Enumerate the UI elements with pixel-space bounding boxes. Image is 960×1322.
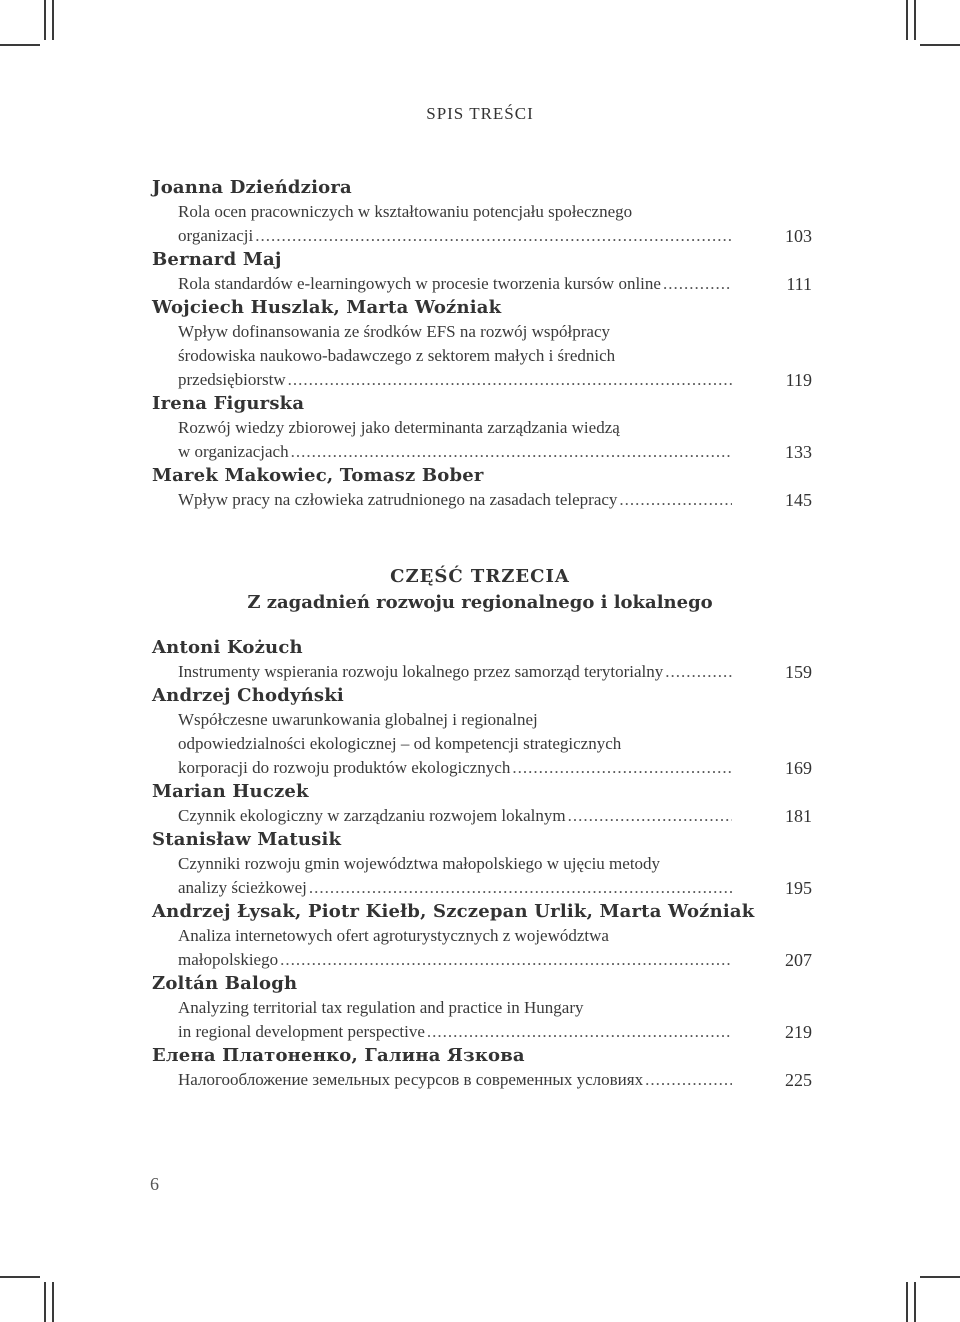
dot-leader <box>663 272 732 296</box>
toc-entry-title-line: przedsiębiorstw <box>178 370 286 389</box>
toc-entry-title-line: odpowiedzialności ekologicznej – od kompetencji strategicznych <box>178 734 622 753</box>
toc-entry-title-line: Rola standardów e-learningowych w procesie tworzenia kursów online <box>178 274 661 293</box>
toc-entry-title-line: organizacji <box>178 226 254 245</box>
toc-entry-page-number: 169 <box>785 758 812 778</box>
crop-mark-bottom-right <box>906 1282 908 1322</box>
toc-entry-title <box>178 416 812 464</box>
toc-entry-title-line: Rola ocen pracowniczych w kształtowaniu potencjału społecznego <box>178 202 633 221</box>
page-title: SPIS TREŚCI <box>426 104 534 123</box>
dot-leader <box>665 660 732 684</box>
crop-mark-top-right <box>920 44 960 46</box>
toc-entry-title <box>178 320 812 392</box>
toc-entry-title <box>178 1068 812 1092</box>
toc-entry-page-number: 181 <box>785 806 812 826</box>
dot-leader <box>512 756 732 780</box>
toc-entry-author: Stanisław Matusik <box>152 829 342 850</box>
toc-entry-title <box>178 924 812 972</box>
crop-mark-top-left <box>44 0 46 40</box>
toc-entry-title <box>178 852 812 900</box>
toc-entry-page-number: 133 <box>785 442 812 462</box>
toc-entry <box>152 828 812 900</box>
crop-mark-top-left <box>0 44 40 46</box>
toc-entry-author: Andrzej Chodyński <box>152 685 344 706</box>
toc-entry-page-number: 207 <box>785 950 812 970</box>
toc-entry <box>152 392 812 464</box>
toc-entry <box>152 248 812 296</box>
toc-entry-page-number: 219 <box>785 1022 812 1042</box>
dot-leader <box>568 804 732 828</box>
toc-entry-title-line: Налогообложение земельных ресурсов в современных условиях <box>178 1070 644 1089</box>
toc-entry-title-line: Czynniki rozwoju gmin województwa małopolskiego w ujęciu metody <box>178 854 661 873</box>
toc-entry-page-number: 111 <box>786 274 812 294</box>
dot-leader <box>291 440 732 464</box>
part-heading: CZĘŚĆ TRZECIA <box>390 566 570 587</box>
toc-entry-title-line: Analyzing territorial tax regulation and practice in Hungary <box>178 998 584 1017</box>
toc-entry <box>152 780 812 828</box>
toc-entry-title-line: in regional development perspective <box>178 1022 425 1041</box>
toc-entry-title-line: analizy ścieżkowej <box>178 878 307 897</box>
toc-entry-author: Antoni Kożuch <box>152 637 303 658</box>
toc-entry-page-number: 195 <box>785 878 812 898</box>
toc-entry <box>152 636 812 684</box>
toc-entry-author: Joanna Dzieńdziora <box>152 177 352 198</box>
part-subtitle: Z zagadnień rozwoju regionalnego i lokalnego <box>247 592 713 613</box>
toc-entry <box>152 972 812 1044</box>
toc-entry-page-number: 225 <box>785 1070 812 1090</box>
toc-entry-title-line: Wpływ pracy na człowieka zatrudnionego na zasadach telepracy <box>178 490 618 509</box>
toc-entry <box>152 900 812 972</box>
toc-list-part-two <box>152 176 812 512</box>
toc-entry <box>152 296 812 392</box>
crop-mark-bottom-left <box>0 1276 40 1278</box>
toc-entry-title <box>178 200 812 248</box>
page-number: 6 <box>150 1174 159 1194</box>
toc-entry-author: Andrzej Łysak, Piotr Kiełb, Szczepan Urlik, Marta Woźniak <box>152 901 755 922</box>
crop-mark-top-left <box>52 0 54 40</box>
toc-entry-title <box>178 708 812 780</box>
toc-entry-author: Елена Платоненко, Галина Язкова <box>152 1045 525 1066</box>
toc-entry-author: Marek Makowiec, Tomasz Bober <box>152 465 484 486</box>
crop-mark-top-right <box>914 0 916 40</box>
toc-entry-title <box>178 804 812 828</box>
toc-entry-title-line: Wpływ dofinansowania ze środków EFS na rozwój współpracy <box>178 322 610 341</box>
toc-entry-title-line: Instrumenty wspierania rozwoju lokalnego przez samorząd terytorialny <box>178 662 664 681</box>
dot-leader <box>309 876 732 900</box>
toc-entry-title-line: Rozwój wiedzy zbiorowej jako determinanta zarządzania wiedzą <box>178 418 620 437</box>
crop-mark-bottom-right <box>920 1276 960 1278</box>
toc-entry-title-line: małopolskiego <box>178 950 279 969</box>
toc-entry-page-number: 159 <box>785 662 812 682</box>
toc-entry-page-number: 119 <box>785 370 812 390</box>
toc-entry-author: Irena Figurska <box>152 393 305 414</box>
toc-list-part-three <box>152 636 812 1092</box>
toc-entry-page-number: 145 <box>785 490 812 510</box>
toc-entry <box>152 1044 812 1092</box>
dot-leader <box>645 1068 732 1092</box>
crop-mark-bottom-right <box>914 1282 916 1322</box>
toc-entry-title-line: Analiza internetowych ofert agroturystycznych z województwa <box>178 926 609 945</box>
dot-leader <box>288 368 732 392</box>
dot-leader <box>280 948 732 972</box>
dot-leader <box>619 488 732 512</box>
toc-entry-title <box>178 272 812 296</box>
toc-entry-title-line: korporacji do rozwoju produktów ekologicznych <box>178 758 511 777</box>
crop-mark-top-right <box>906 0 908 40</box>
toc-entry-title-line: Współczesne uwarunkowania globalnej i regionalnej <box>178 710 538 729</box>
toc-entry-title-line: Czynnik ekologiczny w zarządzaniu rozwojem lokalnym <box>178 806 566 825</box>
dot-leader <box>255 224 732 248</box>
crop-mark-bottom-left <box>52 1282 54 1322</box>
toc-entry <box>152 176 812 248</box>
toc-entry-title-line: w organizacjach <box>178 442 289 461</box>
toc-entry-author: Marian Huczek <box>152 781 309 802</box>
toc-entry-title <box>178 488 812 512</box>
dot-leader <box>427 1020 732 1044</box>
toc-entry-title <box>178 996 812 1044</box>
toc-entry-author: Bernard Maj <box>152 249 282 270</box>
toc-entry-title-line: środowiska naukowo-badawczego z sektorem małych i średnich <box>178 346 616 365</box>
toc-entry <box>152 684 812 780</box>
toc-entry-author: Wojciech Huszlak, Marta Woźniak <box>152 297 502 318</box>
toc-entry-page-number: 103 <box>785 226 812 246</box>
toc-entry <box>152 464 812 512</box>
crop-mark-bottom-left <box>44 1282 46 1322</box>
toc-entry-title <box>178 660 812 684</box>
toc-entry-author: Zoltán Balogh <box>152 973 298 994</box>
